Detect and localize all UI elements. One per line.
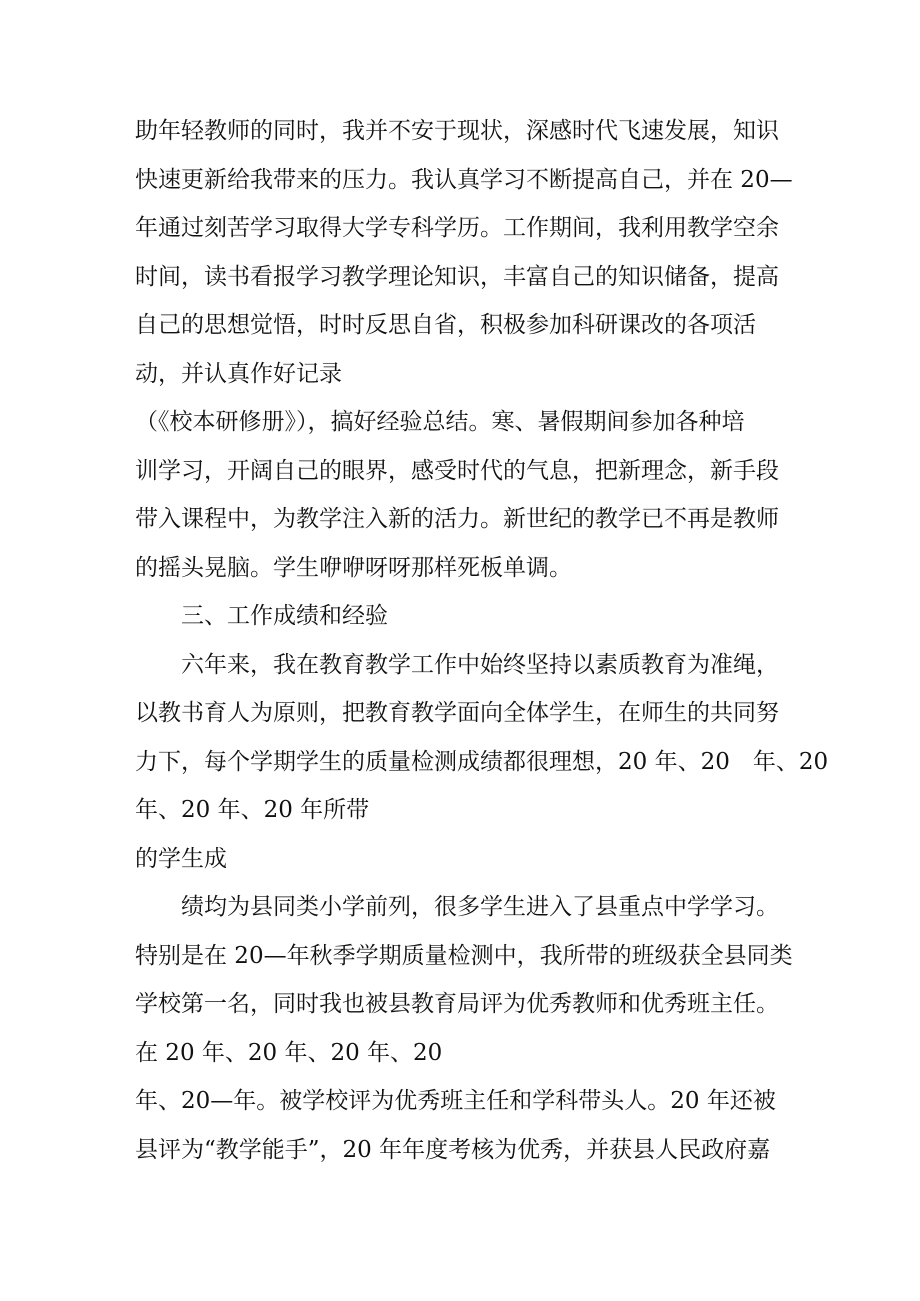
text-line: 自己的思想觉悟，时时反思自省，积极参加科研课改的各项活 <box>135 312 756 338</box>
text-line: 的摇头晃脑。学生咿咿呀呀那样死板单调。 <box>135 555 572 581</box>
text-line: （《校本研修册》），搞好经验总结。寒、暑假期间参加各种培 <box>135 409 745 435</box>
text-line: 学校第一名，同时我也被县教育局评为优秀教师和优秀班主任。 <box>135 991 779 1017</box>
text-line: 在 20 年、20 年、20 年、20 <box>135 1040 443 1066</box>
text-line: 县评为“教学能手”，20 年年度考核为优秀，并获县人民政府嘉 <box>135 1137 771 1163</box>
text-line: 时间，读书看报学习教学理论知识，丰富自己的知识储备，提高 <box>135 264 779 290</box>
text-line: 年、20 年、20 年所带 <box>135 797 370 823</box>
text-line: 训学习，开阔自己的眼界，感受时代的气息，把新理念，新手段 <box>135 458 779 484</box>
text-line: 特别是在 20—年秋季学期质量检测中，我所带的班级获全县同类 <box>135 943 793 969</box>
section-heading: 三、工作成绩和经验 <box>181 603 388 629</box>
text-line: 以教书育人为原则，把教育教学面向全体学生，在师生的共同努 <box>135 700 779 726</box>
text-line: 快速更新给我带来的压力。我认真学习不断提高自己，并在 20— <box>135 167 793 193</box>
text-line: 年、20—年。被学校评为优秀班主任和学科带头人。20 年还被 <box>135 1088 776 1114</box>
text-line: 绩均为县同类小学前列，很多学生进入了县重点中学学习。 <box>181 894 779 920</box>
text-line: 的学生成 <box>135 846 227 872</box>
text-line: 助年轻教师的同时，我并不安于现状，深感时代飞速发展，知识 <box>135 118 779 144</box>
text-line: 力下，每个学期学生的质量检测成绩都很理想，20 年、20 年、20 <box>135 749 829 775</box>
text-line: 带入课程中，为教学注入新的活力。新世纪的教学已不再是教师 <box>135 506 779 532</box>
text-line: 年通过刻苦学习取得大学专科学历。工作期间，我利用教学空余 <box>135 215 779 241</box>
text-line: 六年来，我在教育教学工作中始终坚持以素质教育为准绳， <box>181 652 779 678</box>
text-line: 动，并认真作好记录 <box>135 361 342 387</box>
